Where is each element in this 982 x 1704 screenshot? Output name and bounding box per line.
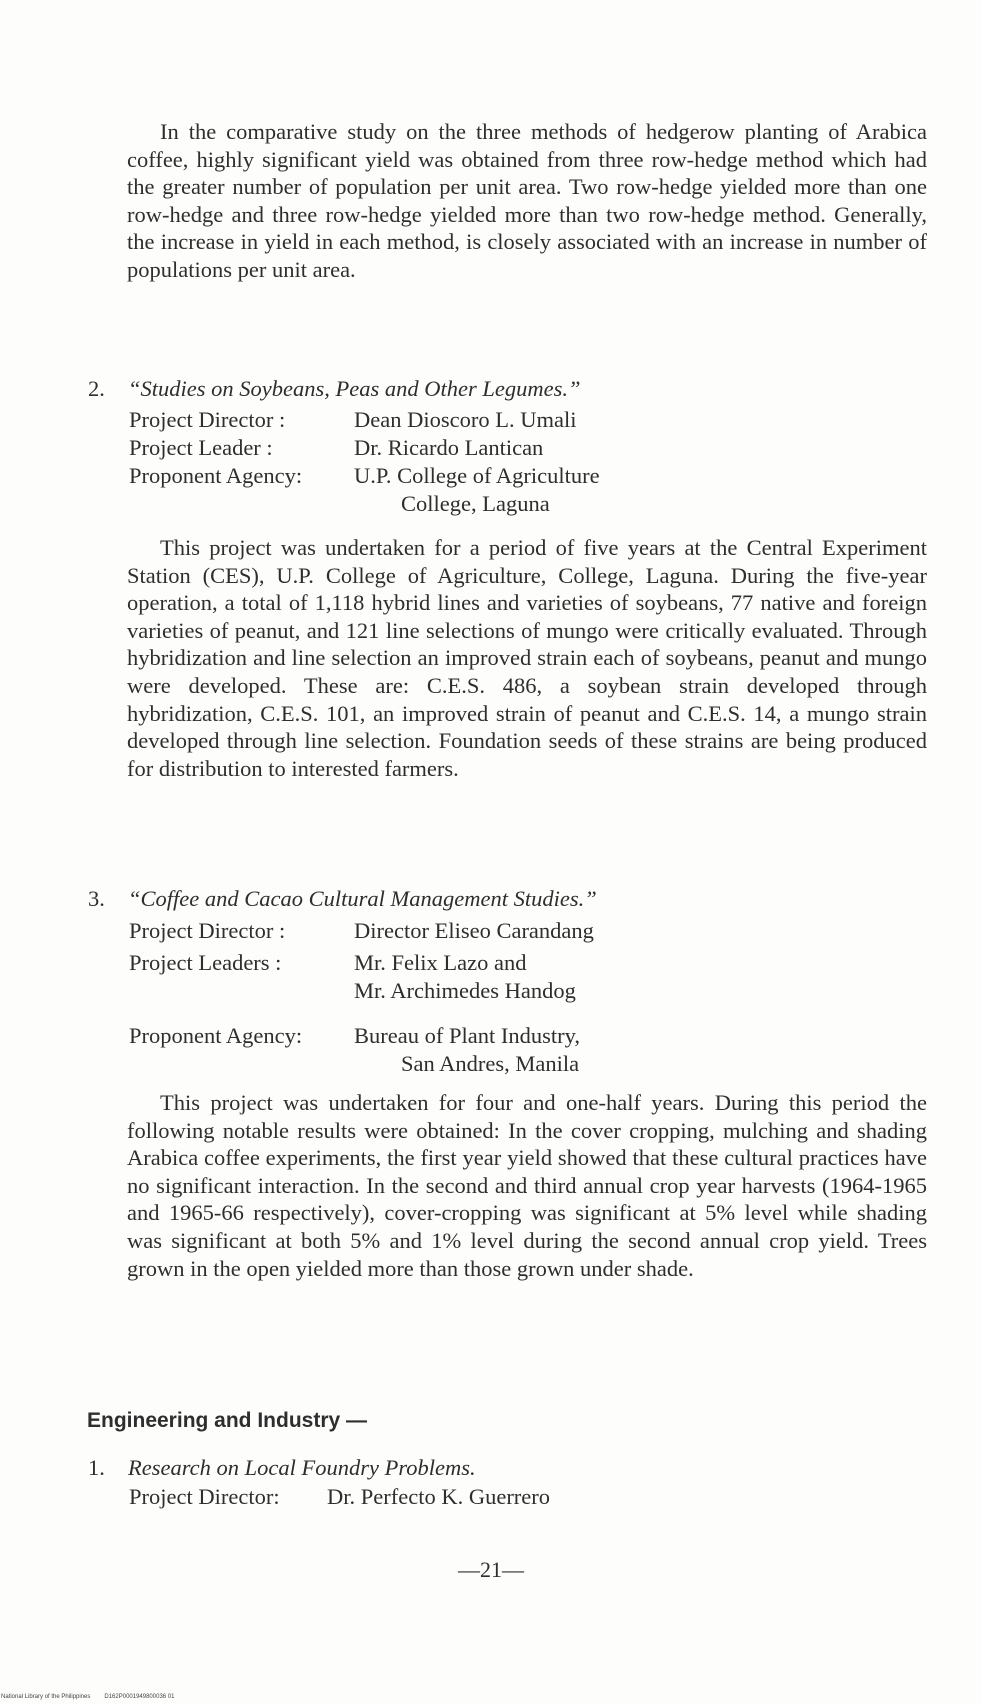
- item-2-leader-label: Project Leader :: [129, 435, 273, 460]
- item-2-agency-value-line-1: U.P. College of Agriculture: [354, 463, 600, 488]
- eng-item-1-number: 1.: [88, 1455, 105, 1480]
- item-2-agency-value-line-2: College, Laguna: [401, 490, 550, 516]
- item-3-paragraph: This project was undertaken for four and one-half years. During this period the following notable results were obtained: In the cover cropping, mulching and shading Arabica coffee experiments, the first year yield showed that these cultural practices have no significant interaction. In the second and third annual crop year harvests (1964-1965 and 1965-66 respectively), cover-cropping was significant at 5% level while shading was significant at both 5% and 1% level during the second annual crop yield. Trees grown in the open yielded more than those grown under shade.: [127, 1090, 927, 1281]
- item-3-agency-value-line-1: Bureau of Plant Industry,: [354, 1023, 580, 1048]
- item-3-director-value: Director Eliseo Carandang: [354, 918, 594, 943]
- item-2-title-line: [88, 375, 580, 403]
- footer-code: D162P0001949800036 01: [104, 1694, 175, 1700]
- item-3-title-line: [88, 885, 597, 913]
- item-2-leader-value: Dr. Ricardo Lantican: [354, 435, 544, 460]
- item-3-leaders-label: Project Leaders :: [129, 950, 282, 975]
- item-3-leaders-row: [129, 949, 576, 1004]
- item-2-agency-label: Proponent Agency:: [129, 463, 303, 488]
- eng-item-1-director-row: [129, 1483, 550, 1511]
- footer-library: National Library of the Philippines: [1, 1694, 91, 1700]
- item-3-agency-row: [129, 1022, 580, 1077]
- item-2-director-label: Project Director :: [129, 407, 286, 432]
- section-heading: Engineering and Industry —: [87, 1409, 368, 1432]
- item-2-leader-row: [129, 434, 543, 462]
- item-3-leaders-value-line-1: Mr. Felix Lazo and: [354, 950, 527, 975]
- item-3-agency-label: Proponent Agency:: [129, 1023, 303, 1048]
- item-2-title: “Studies on Soybeans, Peas and Other Legumes.”: [128, 376, 581, 401]
- item-3-title: “Coffee and Cacao Cultural Management Studies.”: [128, 886, 597, 911]
- item-3-leaders-value-line-2: Mr. Archimedes Handog: [354, 977, 576, 1003]
- eng-item-1-director-label: Project Director:: [129, 1484, 280, 1509]
- item-2-number: 2.: [88, 376, 105, 401]
- eng-item-1-title-line: [88, 1454, 476, 1482]
- item-3-director-label: Project Director :: [129, 918, 286, 943]
- item-3-agency-value-line-2: San Andres, Manila: [401, 1050, 580, 1076]
- item-3-number: 3.: [88, 886, 105, 911]
- footer: [1, 1694, 174, 1700]
- item-2-agency-row: [129, 462, 600, 517]
- eng-item-1-director-value: Dr. Perfecto K. Guerrero: [327, 1484, 551, 1509]
- item-3-director-row: [129, 917, 594, 945]
- item-2-paragraph: This project was undertaken for a period of five years at the Central Experiment Station (CES), U.P. College of Agriculture, College, Laguna. During the five-year operation, a total of 1,118 hybrid lines and varieties of soybeans, 77 native and foreign varieties of peanut, and 121 line selections of mungo were critically evaluated. Through hybridization and line selection an improved strain each of soybeans, peanut and mungo were developed. These are: C.E.S. 486, a soybean strain developed through hybridization, C.E.S. 101, an improved strain of peanut and C.E.S. 14, a mungo strain developed through line selection. Foundation seeds of these strains are being produced for distribution to interested farmers.: [127, 535, 927, 781]
- item-2-director-value: Dean Dioscoro L. Umali: [354, 407, 577, 432]
- intro-paragraph: In the comparative study on the three methods of hedgerow planting of Arabica coffee, highly significant yield was obtained from three row-hedge method which had the greater number of population per unit area. Two row-hedge yielded more than one row-hedge and three row-hedge yielded more than two row-hedge method. Generally, the increase in yield in each method, is closely associated with an increase in number of populations per unit area.: [127, 119, 927, 282]
- page-number: —21—: [458, 1557, 524, 1582]
- eng-item-1-title: Research on Local Foundry Problems.: [128, 1455, 476, 1480]
- item-2-director-row: [129, 406, 576, 434]
